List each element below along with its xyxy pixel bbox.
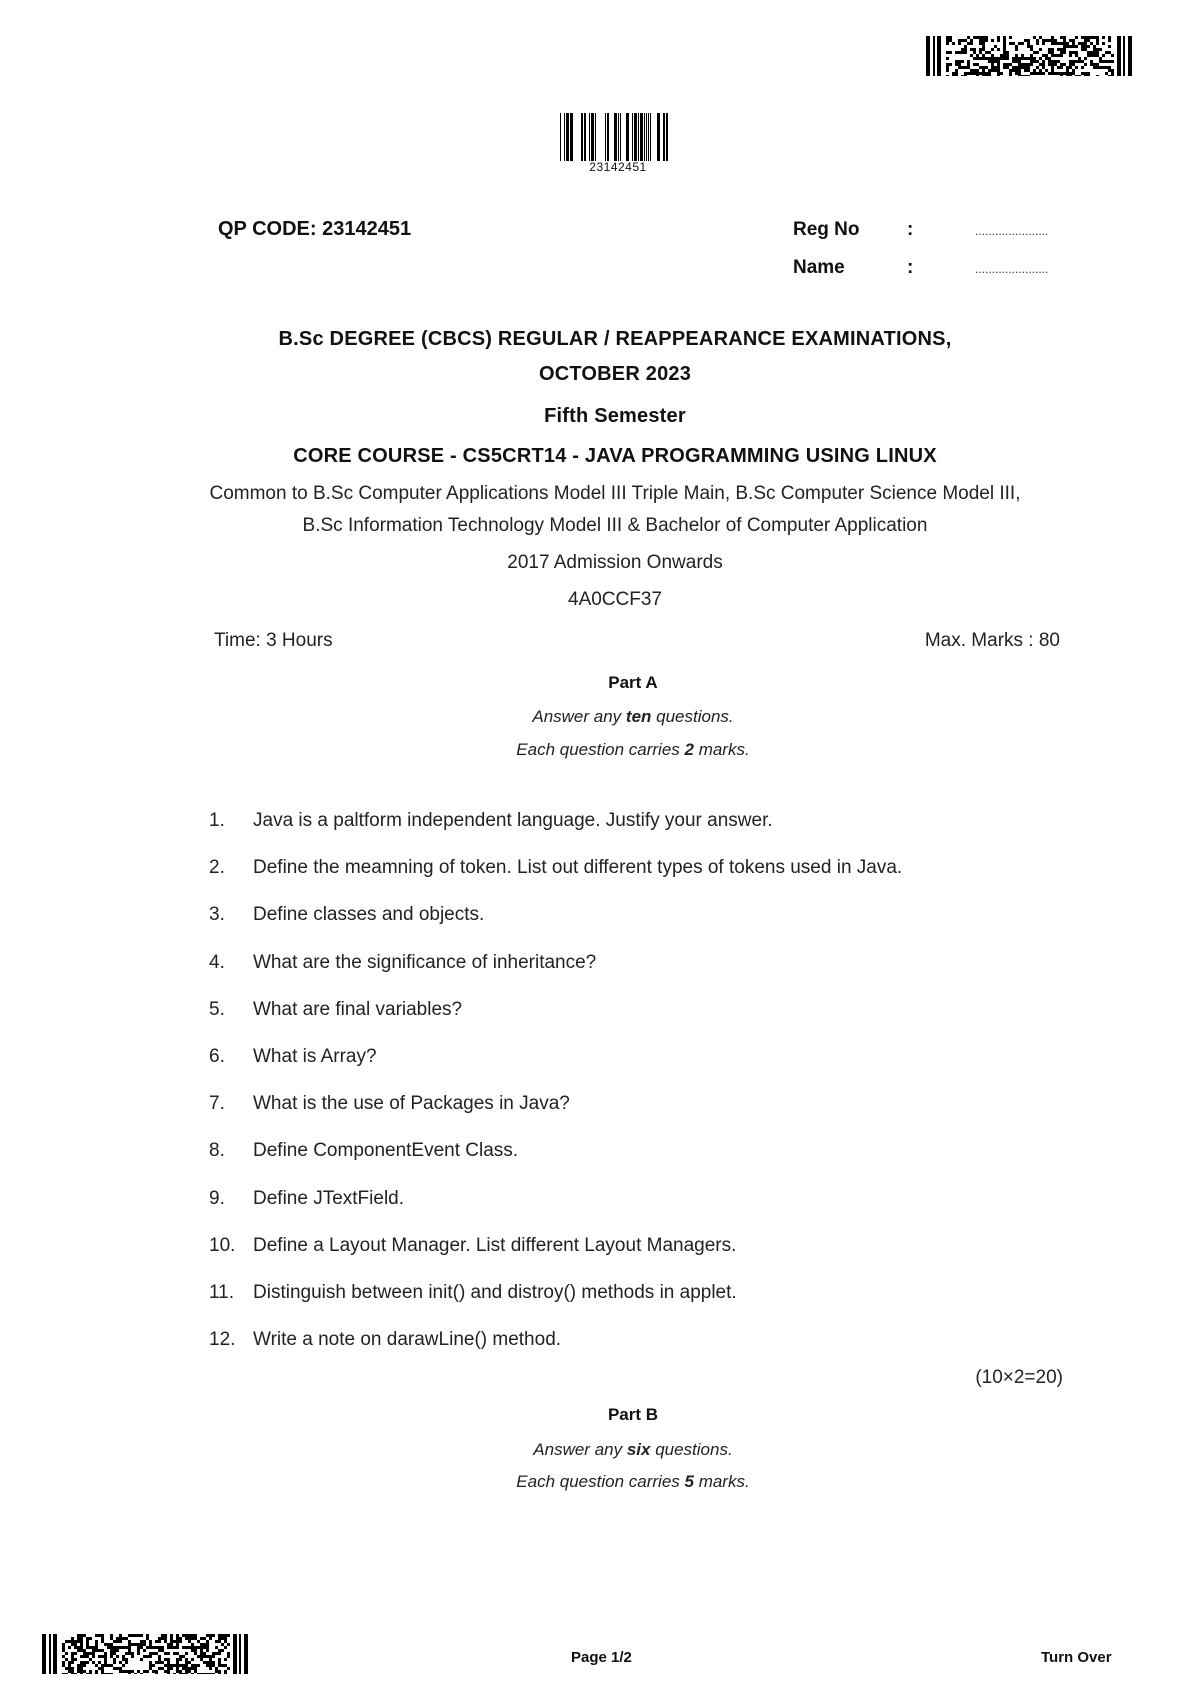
part-a-instruction-2: Each question carries 2 marks. — [516, 740, 750, 759]
question-number: 12. — [209, 1329, 236, 1350]
barcode-number: 23142451 — [589, 160, 647, 174]
common-to-line2: B.Sc Information Technology Model III & Bachelor of Computer Application — [302, 515, 928, 536]
question-number: 3. — [209, 904, 225, 925]
part-b-instruction-2: Each question carries 5 marks. — [516, 1472, 750, 1491]
part-a-instruction-1: Answer any ten questions. — [532, 707, 734, 726]
common-to-line1: Common to B.Sc Computer Applications Model III Triple Main, B.Sc Computer Science Model III, — [209, 483, 1021, 504]
exam-title-line1: B.Sc DEGREE (CBCS) REGULAR / REAPPEARANCE EXAMINATIONS, — [278, 328, 952, 350]
question-number: 1. — [209, 810, 225, 831]
question-text: Define a Layout Manager. List different Layout Managers. — [253, 1235, 737, 1256]
question-item — [209, 1093, 570, 1115]
question-text: Write a note on darawLine() method. — [253, 1329, 562, 1350]
question-text: Define JTextField. — [253, 1188, 405, 1209]
turn-over: Turn Over — [1041, 1649, 1112, 1666]
qp-code: QP CODE: 23142451 — [218, 218, 412, 240]
question-item — [209, 810, 773, 832]
question-text: What is the use of Packages in Java? — [253, 1093, 570, 1114]
question-number: 6. — [209, 1046, 225, 1067]
question-text: Define classes and objects. — [253, 904, 485, 925]
top-right-barcode — [926, 36, 1132, 76]
question-number: 11. — [209, 1282, 235, 1303]
exam-time: Time: 3 Hours — [214, 630, 333, 651]
question-number: 5. — [209, 999, 225, 1020]
name-field: ...................... — [975, 262, 1049, 276]
question-number: 9. — [209, 1188, 225, 1209]
question-text: Distinguish between init() and distroy() methods in applet. — [253, 1282, 737, 1303]
question-item — [209, 1329, 561, 1351]
question-number: 10. — [209, 1235, 236, 1256]
question-text: Define the meamning of token. List out different types of tokens used in Java. — [253, 857, 903, 878]
paper-code: 4A0CCF37 — [568, 589, 662, 610]
reg-no-colon: : — [907, 219, 914, 240]
question-number: 8. — [209, 1140, 225, 1161]
admission-line: 2017 Admission Onwards — [507, 552, 723, 573]
question-item — [209, 999, 462, 1021]
center-barcode — [560, 113, 676, 161]
reg-no-label: Reg No — [793, 219, 860, 240]
question-item — [209, 857, 902, 879]
part-a-marks-total: (10×2=20) — [975, 1367, 1063, 1388]
question-item — [209, 1282, 737, 1304]
part-b-title: Part B — [607, 1405, 659, 1424]
semester: Fifth Semester — [544, 405, 686, 427]
part-b-instruction-1: Answer any six questions. — [533, 1440, 733, 1459]
name-colon: : — [907, 257, 914, 278]
question-number: 7. — [209, 1093, 225, 1114]
max-marks: Max. Marks : 80 — [924, 630, 1060, 651]
question-item — [209, 1235, 736, 1257]
question-text: What are final variables? — [253, 999, 463, 1020]
question-number: 4. — [209, 952, 225, 973]
name-label: Name — [793, 257, 845, 278]
question-item — [209, 1046, 377, 1068]
question-text: What is Array? — [253, 1046, 377, 1067]
part-a-title: Part A — [608, 673, 658, 692]
question-text: Define ComponentEvent Class. — [253, 1140, 519, 1161]
exam-title-line2: OCTOBER 2023 — [538, 363, 692, 385]
question-item — [209, 1188, 404, 1210]
question-item — [209, 952, 596, 974]
course-title: CORE COURSE - CS5CRT14 - JAVA PROGRAMMING USING LINUX — [293, 445, 937, 467]
question-text: What are the significance of inheritance? — [253, 952, 597, 973]
reg-no-field: ...................... — [975, 224, 1049, 238]
question-item — [209, 1140, 518, 1162]
question-item — [209, 904, 484, 926]
question-number: 2. — [209, 857, 225, 878]
question-text: Java is a paltform independent language. Justify your answer. — [253, 810, 773, 831]
page-number: Page 1/2 — [571, 1649, 632, 1666]
bottom-left-barcode — [42, 1634, 248, 1674]
